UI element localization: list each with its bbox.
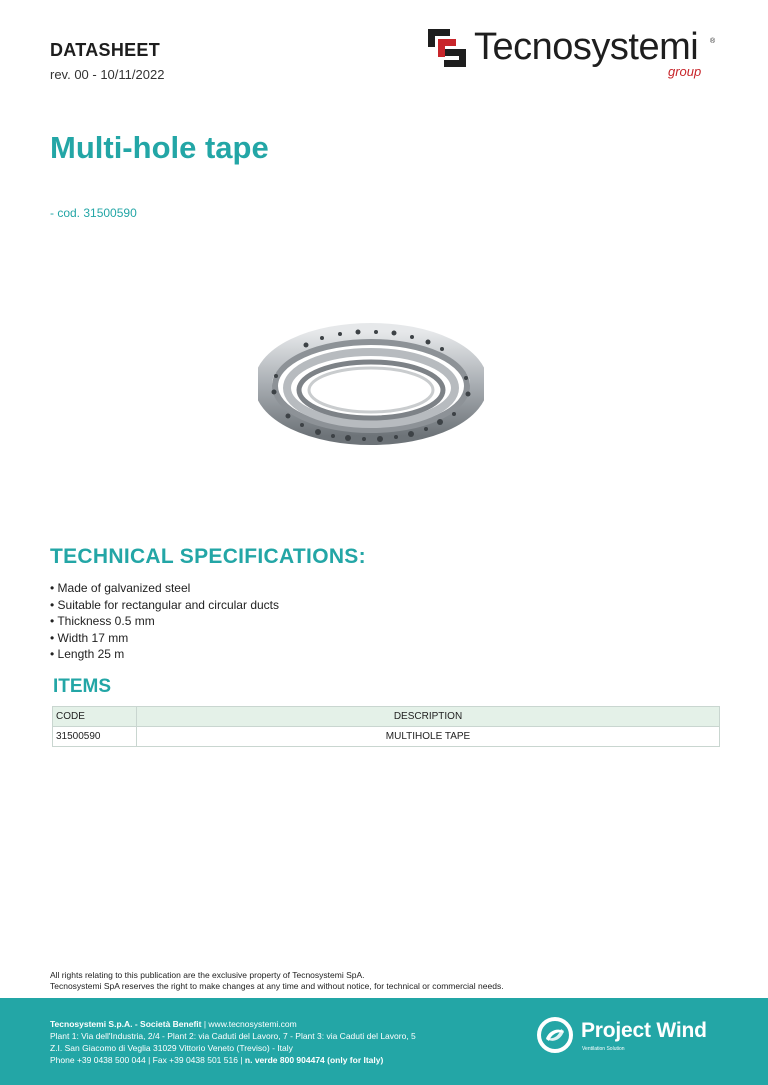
- product-title: Multi-hole tape: [50, 130, 269, 165]
- items-heading: ITEMS: [53, 676, 112, 697]
- registered-mark: ®: [710, 38, 716, 45]
- tecnosystemi-logo: [428, 26, 728, 82]
- company-address: Z.I. San Giacomo di Veglia 31029 Vittorio Veneto (Treviso) - Italy: [50, 1043, 293, 1053]
- specifications-list: [50, 580, 279, 663]
- item-code-cell: 31500590: [53, 727, 137, 747]
- project-wind-logo: [537, 1017, 727, 1057]
- revision-date: rev. 00 - 10/11/2022: [50, 67, 165, 82]
- column-header-code: CODE: [53, 707, 137, 727]
- table-header-row: [53, 707, 720, 727]
- rights-notice: [50, 970, 504, 992]
- project-wind-name: Project Wind: [581, 1019, 707, 1042]
- rights-line: All rights relating to this publication are the exclusive property of Tecnosystemi SpA.: [50, 970, 365, 980]
- rights-line: Tecnosystemi SpA reserves the right to make changes at any time and without notice, for technical or commercial needs.: [50, 981, 504, 991]
- footer: [0, 998, 768, 1085]
- toll-free-number: n. verde 800 904474 (only for Italy): [244, 1055, 384, 1065]
- perforated-tape-coil-image: [258, 318, 484, 448]
- tecnosystemi-mark-icon: [428, 29, 466, 67]
- project-wind-tagline: Ventilation Solution: [582, 1046, 625, 1052]
- technical-specifications-heading: TECHNICAL SPECIFICATIONS:: [50, 545, 366, 568]
- brand-name: Tecnosystemi: [474, 26, 699, 68]
- company-name: Tecnosystemi S.p.A. - Società Benefit: [50, 1019, 202, 1029]
- spec-item: • Width 17 mm: [50, 630, 279, 647]
- project-wind-icon: [537, 1017, 573, 1053]
- spec-item: • Length 25 m: [50, 646, 279, 663]
- product-code: - cod. 31500590: [50, 206, 137, 220]
- table-row: [53, 727, 720, 747]
- plants-address: Plant 1: Via dell'Industria, 2/4 - Plant 2: via Caduti del Lavoro, 7 - Plant 3: via Caduti del Lavoro, 5: [50, 1031, 416, 1041]
- spec-item: • Thickness 0.5 mm: [50, 613, 279, 630]
- phone-fax: Phone +39 0438 500 044 | Fax +39 0438 501 516 |: [50, 1055, 243, 1065]
- document-header: [50, 40, 164, 82]
- items-table: [52, 706, 720, 747]
- footer-contact-info: [50, 1018, 416, 1066]
- spec-item: • Made of galvanized steel: [50, 580, 279, 597]
- column-header-description: DESCRIPTION: [137, 707, 720, 727]
- document-type: DATASHEET: [50, 40, 161, 60]
- brand-group: group: [668, 64, 702, 79]
- item-description-cell: MULTIHOLE TAPE: [137, 727, 720, 747]
- website-link[interactable]: | www.tecnosystemi.com: [203, 1019, 297, 1029]
- spec-item: • Suitable for rectangular and circular ducts: [50, 597, 279, 614]
